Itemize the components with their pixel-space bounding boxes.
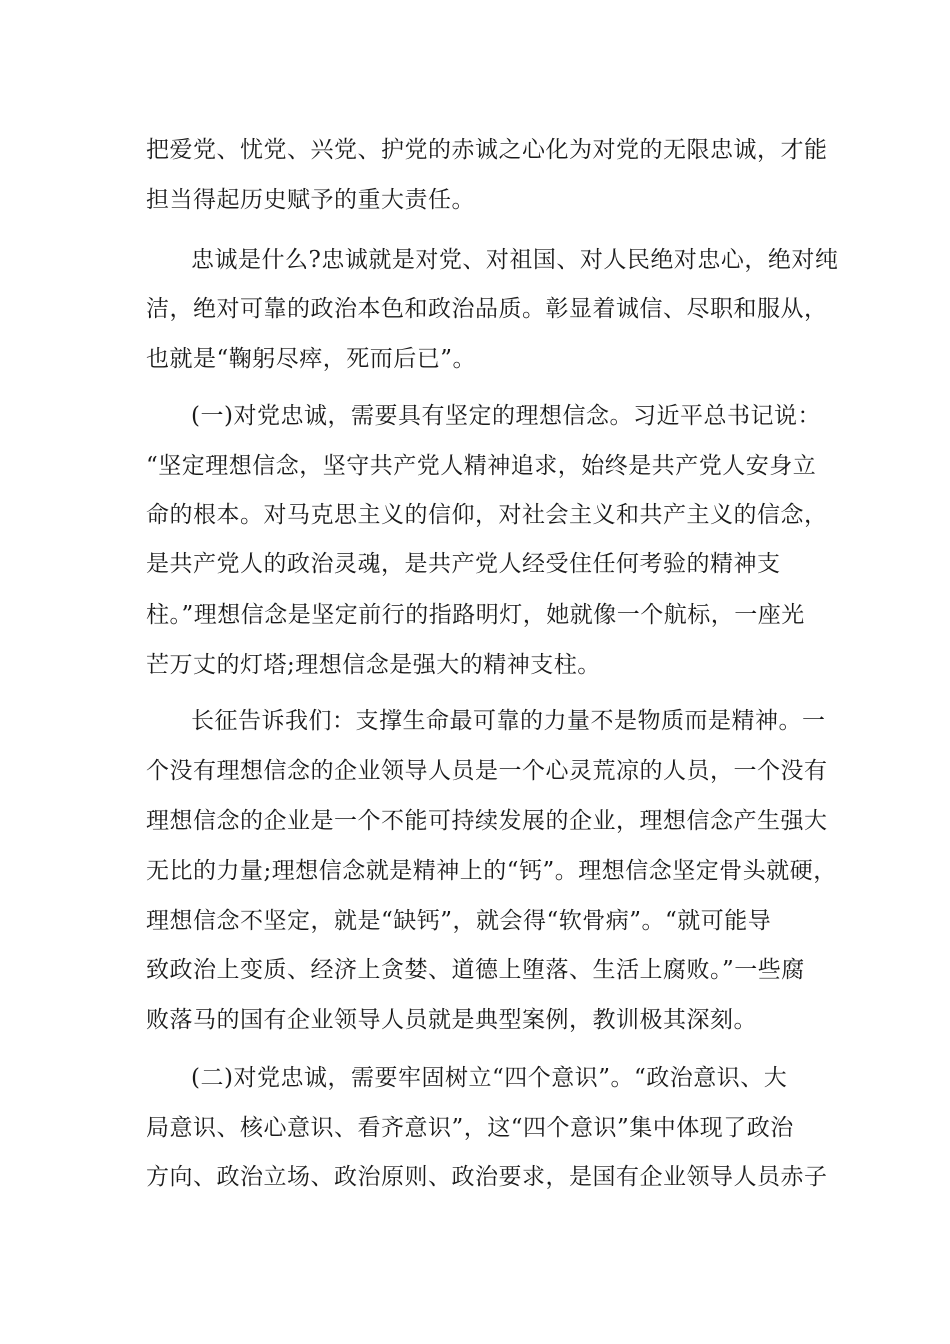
- text-line: 是共产党人的政治灵魂，是共产党人经受住任何考验的精神支: [146, 551, 781, 577]
- text-line: 方向、政治立场、政治原则、政治要求，是国有企业领导人员赤子: [146, 1164, 828, 1190]
- text-line: 无比的力量;理想信念就是精神上的“钙”。理想信念坚定骨头就硬，: [146, 858, 837, 884]
- paragraph-first-line: 长征告诉我们：支撑生命最可靠的力量不是物质而是精神。一: [191, 708, 826, 734]
- text-line: 命的根本。对马克思主义的信仰，对社会主义和共产主义的信念，: [146, 502, 828, 528]
- text-line: 把爱党、忧党、兴党、护党的赤诚之心化为对党的无限忠诚，才能: [146, 137, 828, 163]
- paragraph-first-line: (一)对党忠诚，需要具有坚定的理想信念。习近平总书记说：: [191, 403, 821, 429]
- text-line: 担当得起历史赋予的重大责任。: [146, 187, 475, 213]
- text-line: 个没有理想信念的企业领导人员是一个心灵荒凉的人员，一个没有: [146, 758, 828, 784]
- text-line: 也就是“鞠躬尽瘁，死而后已”。: [146, 346, 477, 372]
- text-line: 理想信念的企业是一个不能可持续发展的企业，理想信念产生强大: [146, 808, 828, 834]
- text-line: 柱。”理想信念是坚定前行的指路明灯，她就像一个航标，一座光: [146, 602, 805, 628]
- paragraph-first-line: 忠诚是什么?忠诚就是对党、对祖国、对人民绝对忠心，绝对纯: [191, 247, 839, 273]
- text-line: “坚定理想信念，坚守共产党人精神追求，始终是共产党人安身立: [146, 453, 817, 479]
- text-line: 洁，绝对可靠的政治本色和政治品质。彰显着诚信、尽职和服从，: [146, 296, 828, 322]
- text-line: 致政治上变质、经济上贪婪、道德上堕落、生活上腐败。”一些腐: [146, 957, 805, 983]
- text-line: 理想信念不坚定，就是“缺钙”，就会得“软骨病”。“就可能导: [146, 908, 772, 934]
- text-line: 局意识、核心意识、看齐意识”，这“四个意识”集中体现了政治: [146, 1115, 794, 1141]
- paragraph-first-line: (二)对党忠诚，需要牢固树立“四个意识”。“政治意识、大: [191, 1065, 788, 1091]
- text-line: 芒万丈的灯塔;理想信念是强大的精神支柱。: [146, 652, 601, 678]
- text-line: 败落马的国有企业领导人员就是典型案例，教训极其深刻。: [146, 1007, 757, 1033]
